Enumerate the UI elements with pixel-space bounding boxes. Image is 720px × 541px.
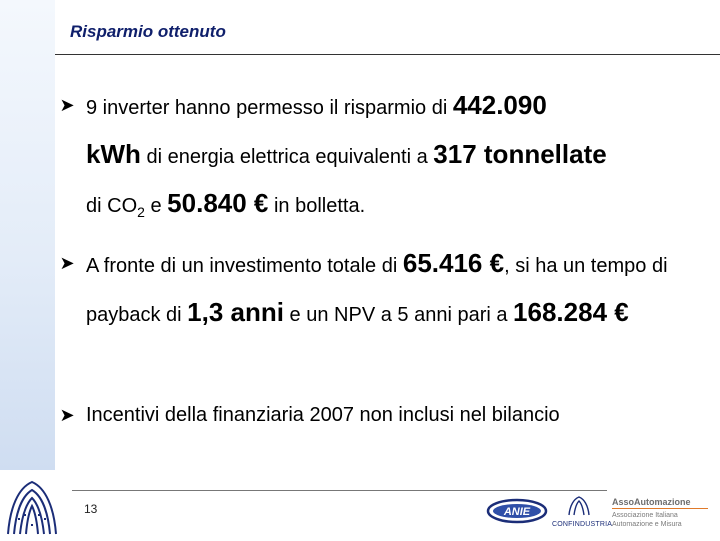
bullet-item-incentives xyxy=(56,392,696,438)
bullet-text: di energia elettrica equivalenti a xyxy=(140,146,434,168)
bullet-text: A fronte di un investimento totale di xyxy=(86,255,403,277)
arrow-bullet-icon: ➤ xyxy=(59,405,75,425)
bullet-item-investment xyxy=(56,240,696,338)
investment-value: 65.416 € xyxy=(402,248,505,278)
bullet-item-savings xyxy=(56,82,696,235)
slide-title: Risparmio ottenuto xyxy=(70,22,226,41)
anie-logo xyxy=(486,498,548,529)
assoautomazione-logo xyxy=(612,497,716,529)
asso-subtitle-2: Automazione e Misura xyxy=(612,521,682,528)
co2-subscript: 2 xyxy=(137,204,145,220)
side-gradient-band xyxy=(0,0,55,470)
npv-value: 168.284 € xyxy=(513,297,629,327)
arrow-bullet-icon: ➤ xyxy=(59,253,75,273)
anie-logo-text: ANIE xyxy=(503,506,531,518)
arrow-bullet-icon: ➤ xyxy=(59,95,75,115)
bullet-text: in bolletta. xyxy=(268,195,366,217)
confindustria-emblem-icon xyxy=(4,478,60,541)
asso-underline xyxy=(612,508,708,509)
confindustria-logo xyxy=(552,496,613,528)
bullet-text: 9 inverter hanno permesso il risparmio di xyxy=(86,97,453,119)
bullet-text: e un NPV a 5 anni pari a xyxy=(284,304,514,326)
bullet-text: di CO xyxy=(86,195,138,217)
title-divider xyxy=(55,54,720,55)
page-number: 13 xyxy=(84,502,98,516)
confindustria-mark-icon xyxy=(566,496,592,516)
bill-savings-value: 50.840 € xyxy=(167,188,269,218)
payback-value: 1,3 anni xyxy=(187,297,284,327)
confindustria-text: CONFINDUSTRIA xyxy=(552,521,613,528)
bullet-text: e xyxy=(144,195,168,217)
footer-divider xyxy=(72,490,607,491)
asso-subtitle-1: Associazione Italiana xyxy=(612,512,678,519)
bullet-text: Incentivi della finanziaria 2007 non inclusi nel bilancio xyxy=(86,404,560,426)
asso-title: AssoAutomazione xyxy=(612,497,691,507)
energy-saved-value: 442.090 xyxy=(452,90,547,120)
energy-unit: kWh xyxy=(86,139,141,169)
bullet-text: , si ha un tempo di payback di xyxy=(86,255,668,326)
co2-tonnes-value: 317 tonnellate xyxy=(433,139,607,169)
